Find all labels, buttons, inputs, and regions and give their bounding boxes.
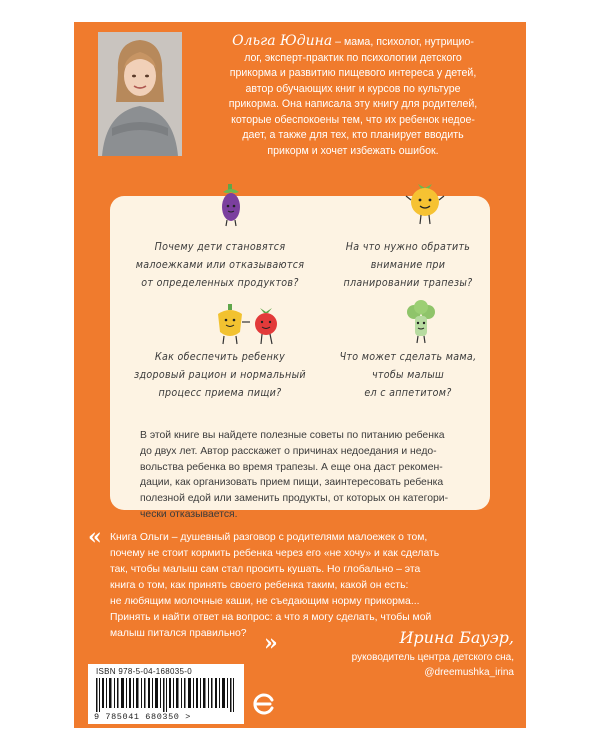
question-2: На что нужно обратить внимание при планировании трапезы? [343,241,473,289]
reviewer-name: Ирина Бауэр, [399,628,514,647]
book-back-cover [74,22,526,728]
author-photo [98,32,182,156]
question-1: Почему дети становятся малоежками или отказываются от определенных продуктов? [135,241,305,289]
tomato-icon [404,178,446,226]
book-summary: В этой книге вы найдете полезные советы по питанию ребенка до двух лет. Автор расскажет о причинах недоедания и недо- вольства ребенка во время трапезы. А еще она даст рекомен- дации, как организовать прием пищи, заинтересовать ребенка полезной едой или заменить продукты, от которых он категори- чески отказывается. [140,430,449,520]
question-4: Что может сделать мама, чтобы малыш ел с аппетитом? [339,351,477,399]
barcode-icon [96,678,236,712]
isbn-label: ISBN 978-5-04-168035-0 [96,667,192,676]
question-3: Как обеспечить ребенку здоровый рацион и нормальный процесс приема пищи? [134,351,306,399]
author-name: Ольга Юдина [232,33,333,49]
quote-open-mark: « [88,524,102,550]
questions-panel [110,196,490,520]
quote-close-mark: » [264,630,278,656]
review-quote: Книга Ольги – душевный разговор с родителями малоежек о том, почему не стоит кормить ребенка через его «не хочу» и как сделать так, чтобы малыш сам стал просить кушать. Но глобально – эта книга о том, как принять своего ребенка таким, какой он есть: не любящим молочные каши, не съедающим норму прикорма... Принять и найти ответ на вопрос: а что я могу сделать, чтобы мой малыш питался правильно? [110,532,440,639]
isbn-barcode [88,664,244,724]
broccoli-icon [404,300,438,344]
publisher-logo-icon [252,692,276,716]
reviewer-role: руководитель центра детского сна, @dreemushka_irina [351,652,514,678]
pepper-tomato-icon [210,300,284,346]
author-bio: Ольга Юдина – мама, психолог, нутрицио- лог, эксперт-практик по психологии детского прикорма и развитию пищевого интереса у детей, автор обучающих книг и курсов по культуре прикорма. Она написала эту книгу для родителей, которые обеспокоены тем, что их ребенок недое- дает, а также для тех, кто планирует вводить прикорм и хочет избежать ошибок. [228,33,478,157]
barcode-number: 9 785041 680350 > [94,712,191,722]
eggplant-icon [216,182,246,228]
